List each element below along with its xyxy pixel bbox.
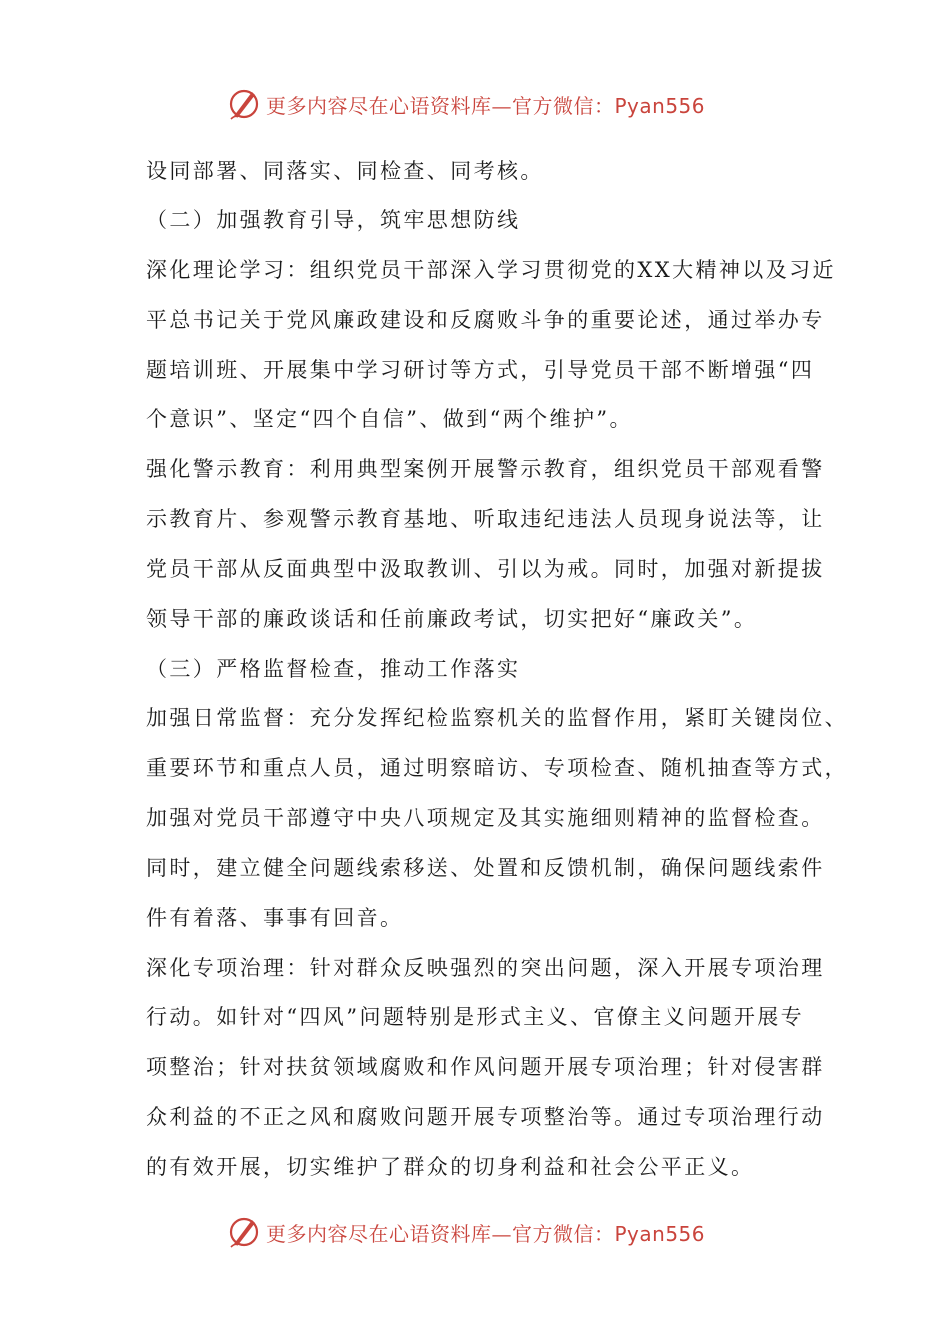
section-heading: （三）严格监督检查，推动工作落实 (146, 657, 521, 681)
body-line: 示教育片、参观警示教育基地、听取违纪违法人员现身说法等，让 (146, 507, 825, 531)
footer-banner (0, 1212, 950, 1252)
body-line: 件有着落、事事有回音。 (146, 906, 404, 930)
quill-logo-icon (226, 1214, 262, 1250)
banner-prefix: 更多内容尽在心语资料库— (266, 1222, 512, 1246)
body-line: 深化专项治理：针对群众反映强烈的突出问题，深入开展专项治理 (146, 956, 825, 980)
body-line: 平总书记关于党风廉政建设和反腐败斗争的重要论述，通过举办专 (146, 308, 825, 332)
banner-wechat: 官方微信：Pyan556 (512, 1222, 706, 1246)
banner-wechat: 官方微信：Pyan556 (512, 94, 706, 118)
banner-prefix: 更多内容尽在心语资料库— (266, 94, 512, 118)
quill-logo-icon (226, 86, 262, 122)
body-line: 众利益的不正之风和腐败问题开展专项整治等。通过专项治理行动 (146, 1105, 825, 1129)
body-line: 行动。如针对“四风”问题特别是形式主义、官僚主义问题开展专 (146, 1005, 805, 1029)
body-line: 党员干部从反面典型中汲取教训、引以为戒。同时，加强对新提拔 (146, 557, 825, 581)
body-line: 重要环节和重点人员，通过明察暗访、专项检查、随机抽查等方式， (146, 756, 848, 780)
body-line: 加强日常监督：充分发挥纪检监察机关的监督作用，紧盯关键岗位、 (146, 706, 848, 730)
header-banner (0, 84, 950, 124)
body-line: 的有效开展，切实维护了群众的切身利益和社会公平正义。 (146, 1155, 755, 1179)
body-line: 设同部署、同落实、同检查、同考核。 (146, 159, 544, 183)
body-line: 领导干部的廉政谈话和任前廉政考试，切实把好“廉政关”。 (146, 607, 758, 631)
body-line: 个意识”、坚定“四个自信”、做到“两个维护”。 (146, 407, 633, 431)
body-line: 题培训班、开展集中学习研讨等方式，引导党员干部不断增强“四 (146, 358, 815, 382)
body-line: 项整治；针对扶贫领域腐败和作风问题开展专项治理；针对侵害群 (146, 1055, 825, 1079)
body-line: 加强对党员干部遵守中央八项规定及其实施细则精神的监督检查。 (146, 806, 825, 830)
banner-text (266, 90, 705, 119)
body-line: 同时，建立健全问题线索移送、处置和反馈机制，确保问题线索件 (146, 856, 825, 880)
body-line: 强化警示教育：利用典型案例开展警示教育，组织党员干部观看警 (146, 457, 825, 481)
section-heading: （二）加强教育引导，筑牢思想防线 (146, 208, 521, 232)
body-line: 深化理论学习：组织党员干部深入学习贯彻党的XX大精神以及习近 (146, 258, 836, 282)
banner-text (266, 1218, 705, 1247)
